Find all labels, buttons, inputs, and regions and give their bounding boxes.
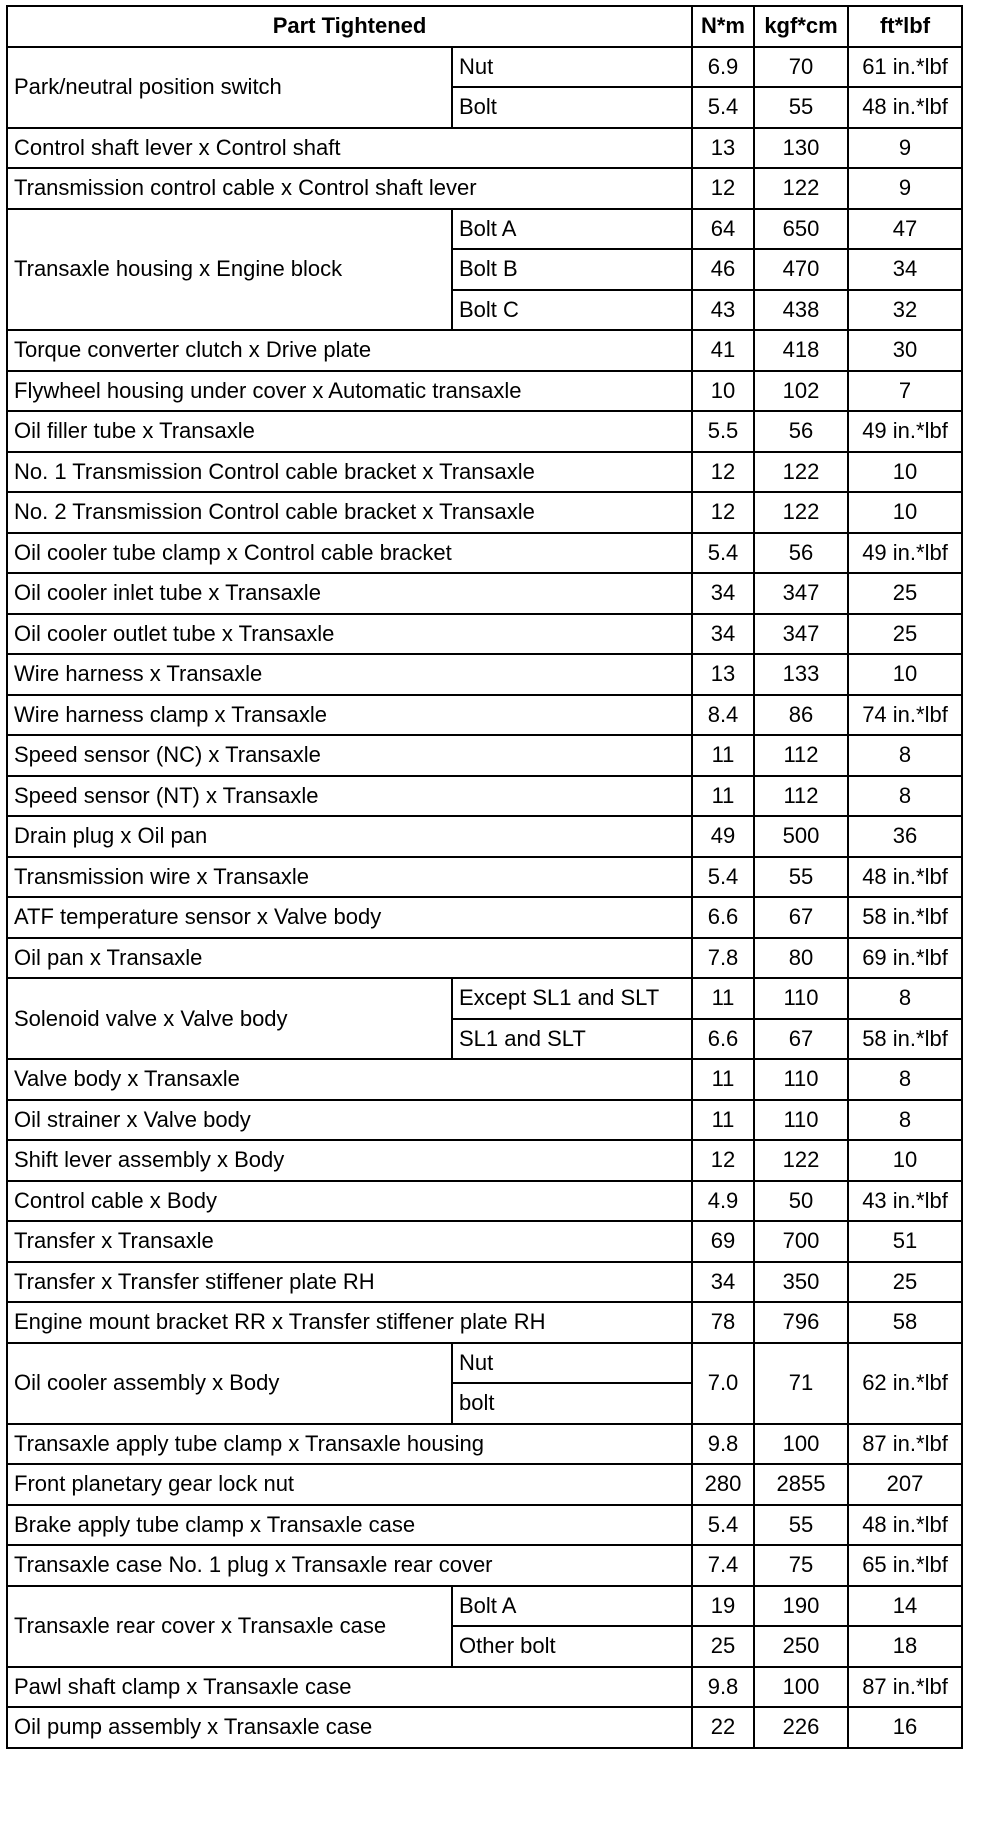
nm-cell: 19 — [692, 1586, 754, 1627]
nm-cell: 12 — [692, 452, 754, 493]
ft-lbf-cell: 9 — [848, 168, 962, 209]
kgf-cell: 700 — [754, 1221, 848, 1262]
kgf-cell: 110 — [754, 1100, 848, 1141]
header-kgf-cm: kgf*cm — [754, 6, 848, 47]
ft-lbf-cell: 87 in.*lbf — [848, 1424, 962, 1465]
ft-lbf-cell: 9 — [848, 128, 962, 169]
kgf-cell: 350 — [754, 1262, 848, 1303]
table-row — [7, 47, 962, 88]
nm-cell: 34 — [692, 1262, 754, 1303]
sub-part-cell: SL1 and SLT — [452, 1019, 692, 1060]
part-cell: Solenoid valve x Valve body — [7, 978, 452, 1059]
table-row — [7, 128, 962, 169]
table-row — [7, 168, 962, 209]
sub-part-cell: Bolt C — [452, 290, 692, 331]
table-row — [7, 1302, 962, 1343]
part-cell: Transmission wire x Transaxle — [7, 857, 692, 898]
part-cell: Oil cooler assembly x Body — [7, 1343, 452, 1424]
table-row — [7, 1262, 962, 1303]
part-cell: Transaxle housing x Engine block — [7, 209, 452, 331]
ft-lbf-cell: 8 — [848, 735, 962, 776]
kgf-cell: 75 — [754, 1545, 848, 1586]
table-row — [7, 1505, 962, 1546]
nm-cell: 5.5 — [692, 411, 754, 452]
nm-cell: 22 — [692, 1707, 754, 1748]
ft-lbf-cell: 10 — [848, 452, 962, 493]
part-cell: No. 1 Transmission Control cable bracket x Transaxle — [7, 452, 692, 493]
table-row — [7, 1100, 962, 1141]
table-row — [7, 1545, 962, 1586]
sub-part-cell: Bolt A — [452, 209, 692, 250]
nm-cell: 7.0 — [692, 1343, 754, 1424]
table-row — [7, 1343, 962, 1384]
part-cell: Transaxle rear cover x Transaxle case — [7, 1586, 452, 1667]
nm-cell: 8.4 — [692, 695, 754, 736]
part-cell: Speed sensor (NT) x Transaxle — [7, 776, 692, 817]
kgf-cell: 2855 — [754, 1464, 848, 1505]
kgf-cell: 80 — [754, 938, 848, 979]
kgf-cell: 796 — [754, 1302, 848, 1343]
ft-lbf-cell: 10 — [848, 1140, 962, 1181]
kgf-cell: 226 — [754, 1707, 848, 1748]
ft-lbf-cell: 61 in.*lbf — [848, 47, 962, 88]
table-row — [7, 695, 962, 736]
sub-part-cell: Bolt — [452, 87, 692, 128]
ft-lbf-cell: 74 in.*lbf — [848, 695, 962, 736]
part-cell: Front planetary gear lock nut — [7, 1464, 692, 1505]
ft-lbf-cell: 36 — [848, 816, 962, 857]
nm-cell: 9.8 — [692, 1424, 754, 1465]
kgf-cell: 55 — [754, 87, 848, 128]
ft-lbf-cell: 87 in.*lbf — [848, 1667, 962, 1708]
table-row — [7, 209, 962, 250]
kgf-cell: 56 — [754, 411, 848, 452]
nm-cell: 34 — [692, 573, 754, 614]
table-row — [7, 1707, 962, 1748]
part-cell: Wire harness x Transaxle — [7, 654, 692, 695]
kgf-cell: 418 — [754, 330, 848, 371]
table-row — [7, 533, 962, 574]
ft-lbf-cell: 62 in.*lbf — [848, 1343, 962, 1424]
ft-lbf-cell: 16 — [848, 1707, 962, 1748]
ft-lbf-cell: 65 in.*lbf — [848, 1545, 962, 1586]
part-cell: Transfer x Transfer stiffener plate RH — [7, 1262, 692, 1303]
ft-lbf-cell: 207 — [848, 1464, 962, 1505]
table-row — [7, 492, 962, 533]
ft-lbf-cell: 8 — [848, 1059, 962, 1100]
table-row — [7, 735, 962, 776]
kgf-cell: 650 — [754, 209, 848, 250]
ft-lbf-cell: 14 — [848, 1586, 962, 1627]
kgf-cell: 86 — [754, 695, 848, 736]
kgf-cell: 122 — [754, 452, 848, 493]
nm-cell: 11 — [692, 978, 754, 1019]
sub-part-cell: bolt — [452, 1383, 692, 1424]
part-cell: No. 2 Transmission Control cable bracket x Transaxle — [7, 492, 692, 533]
ft-lbf-cell: 34 — [848, 249, 962, 290]
kgf-cell: 470 — [754, 249, 848, 290]
ft-lbf-cell: 49 in.*lbf — [848, 411, 962, 452]
nm-cell: 49 — [692, 816, 754, 857]
sub-part-cell: Bolt A — [452, 1586, 692, 1627]
table-row — [7, 1464, 962, 1505]
nm-cell: 10 — [692, 371, 754, 412]
kgf-cell: 130 — [754, 128, 848, 169]
ft-lbf-cell: 48 in.*lbf — [848, 857, 962, 898]
nm-cell: 64 — [692, 209, 754, 250]
kgf-cell: 110 — [754, 1059, 848, 1100]
kgf-cell: 133 — [754, 654, 848, 695]
ft-lbf-cell: 51 — [848, 1221, 962, 1262]
ft-lbf-cell: 58 in.*lbf — [848, 897, 962, 938]
sub-part-cell: Except SL1 and SLT — [452, 978, 692, 1019]
torque-spec-table — [6, 5, 963, 1749]
part-cell: Oil pump assembly x Transaxle case — [7, 1707, 692, 1748]
nm-cell: 280 — [692, 1464, 754, 1505]
nm-cell: 11 — [692, 1059, 754, 1100]
ft-lbf-cell: 32 — [848, 290, 962, 331]
nm-cell: 5.4 — [692, 533, 754, 574]
nm-cell: 41 — [692, 330, 754, 371]
ft-lbf-cell: 49 in.*lbf — [848, 533, 962, 574]
kgf-cell: 347 — [754, 573, 848, 614]
part-cell: Oil cooler tube clamp x Control cable bracket — [7, 533, 692, 574]
table-row — [7, 1181, 962, 1222]
ft-lbf-cell: 58 in.*lbf — [848, 1019, 962, 1060]
kgf-cell: 500 — [754, 816, 848, 857]
nm-cell: 6.9 — [692, 47, 754, 88]
nm-cell: 78 — [692, 1302, 754, 1343]
header-nm: N*m — [692, 6, 754, 47]
table-row — [7, 1059, 962, 1100]
table-row — [7, 1586, 962, 1627]
table-row — [7, 857, 962, 898]
nm-cell: 69 — [692, 1221, 754, 1262]
ft-lbf-cell: 25 — [848, 614, 962, 655]
ft-lbf-cell: 58 — [848, 1302, 962, 1343]
nm-cell: 9.8 — [692, 1667, 754, 1708]
part-cell: Transaxle apply tube clamp x Transaxle housing — [7, 1424, 692, 1465]
table-row — [7, 1140, 962, 1181]
nm-cell: 12 — [692, 1140, 754, 1181]
ft-lbf-cell: 43 in.*lbf — [848, 1181, 962, 1222]
ft-lbf-cell: 8 — [848, 1100, 962, 1141]
nm-cell: 5.4 — [692, 87, 754, 128]
sub-part-cell: Nut — [452, 47, 692, 88]
nm-cell: 7.4 — [692, 1545, 754, 1586]
part-cell: ATF temperature sensor x Valve body — [7, 897, 692, 938]
nm-cell: 5.4 — [692, 1505, 754, 1546]
kgf-cell: 250 — [754, 1626, 848, 1667]
kgf-cell: 122 — [754, 1140, 848, 1181]
table-row — [7, 371, 962, 412]
kgf-cell: 347 — [754, 614, 848, 655]
kgf-cell: 50 — [754, 1181, 848, 1222]
table-row — [7, 573, 962, 614]
ft-lbf-cell: 30 — [848, 330, 962, 371]
kgf-cell: 110 — [754, 978, 848, 1019]
ft-lbf-cell: 18 — [848, 1626, 962, 1667]
table-row — [7, 816, 962, 857]
table-row — [7, 776, 962, 817]
part-cell: Brake apply tube clamp x Transaxle case — [7, 1505, 692, 1546]
table-row — [7, 411, 962, 452]
kgf-cell: 100 — [754, 1667, 848, 1708]
part-cell: Torque converter clutch x Drive plate — [7, 330, 692, 371]
nm-cell: 12 — [692, 492, 754, 533]
part-cell: Oil pan x Transaxle — [7, 938, 692, 979]
part-cell: Speed sensor (NC) x Transaxle — [7, 735, 692, 776]
sub-part-cell: Bolt B — [452, 249, 692, 290]
nm-cell: 5.4 — [692, 857, 754, 898]
kgf-cell: 100 — [754, 1424, 848, 1465]
part-cell: Oil filler tube x Transaxle — [7, 411, 692, 452]
nm-cell: 6.6 — [692, 897, 754, 938]
ft-lbf-cell: 7 — [848, 371, 962, 412]
part-cell: Oil cooler inlet tube x Transaxle — [7, 573, 692, 614]
table-row — [7, 614, 962, 655]
kgf-cell: 112 — [754, 776, 848, 817]
table-row — [7, 897, 962, 938]
part-cell: Oil cooler outlet tube x Transaxle — [7, 614, 692, 655]
ft-lbf-cell: 48 in.*lbf — [848, 1505, 962, 1546]
nm-cell: 46 — [692, 249, 754, 290]
table-row — [7, 654, 962, 695]
table-row — [7, 938, 962, 979]
sub-part-cell: Other bolt — [452, 1626, 692, 1667]
part-cell: Wire harness clamp x Transaxle — [7, 695, 692, 736]
nm-cell: 13 — [692, 128, 754, 169]
nm-cell: 11 — [692, 735, 754, 776]
part-cell: Engine mount bracket RR x Transfer stiffener plate RH — [7, 1302, 692, 1343]
nm-cell: 11 — [692, 776, 754, 817]
kgf-cell: 67 — [754, 1019, 848, 1060]
ft-lbf-cell: 48 in.*lbf — [848, 87, 962, 128]
part-cell: Transmission control cable x Control shaft lever — [7, 168, 692, 209]
part-cell: Park/neutral position switch — [7, 47, 452, 128]
nm-cell: 6.6 — [692, 1019, 754, 1060]
ft-lbf-cell: 69 in.*lbf — [848, 938, 962, 979]
kgf-cell: 112 — [754, 735, 848, 776]
nm-cell: 25 — [692, 1626, 754, 1667]
part-cell: Drain plug x Oil pan — [7, 816, 692, 857]
nm-cell: 43 — [692, 290, 754, 331]
part-cell: Pawl shaft clamp x Transaxle case — [7, 1667, 692, 1708]
kgf-cell: 190 — [754, 1586, 848, 1627]
kgf-cell: 55 — [754, 857, 848, 898]
part-cell: Flywheel housing under cover x Automatic transaxle — [7, 371, 692, 412]
kgf-cell: 71 — [754, 1343, 848, 1424]
ft-lbf-cell: 10 — [848, 654, 962, 695]
ft-lbf-cell: 8 — [848, 776, 962, 817]
nm-cell: 7.8 — [692, 938, 754, 979]
nm-cell: 13 — [692, 654, 754, 695]
kgf-cell: 55 — [754, 1505, 848, 1546]
nm-cell: 12 — [692, 168, 754, 209]
nm-cell: 34 — [692, 614, 754, 655]
table-row — [7, 978, 962, 1019]
kgf-cell: 67 — [754, 897, 848, 938]
table-row — [7, 452, 962, 493]
ft-lbf-cell: 47 — [848, 209, 962, 250]
kgf-cell: 70 — [754, 47, 848, 88]
part-cell: Control cable x Body — [7, 1181, 692, 1222]
nm-cell: 11 — [692, 1100, 754, 1141]
table-row — [7, 1221, 962, 1262]
sub-part-cell: Nut — [452, 1343, 692, 1384]
kgf-cell: 56 — [754, 533, 848, 574]
kgf-cell: 438 — [754, 290, 848, 331]
kgf-cell: 102 — [754, 371, 848, 412]
table-row — [7, 1667, 962, 1708]
header-part-tightened: Part Tightened — [7, 6, 692, 47]
table-row — [7, 330, 962, 371]
part-cell: Transaxle case No. 1 plug x Transaxle rear cover — [7, 1545, 692, 1586]
kgf-cell: 122 — [754, 492, 848, 533]
nm-cell: 4.9 — [692, 1181, 754, 1222]
header-ft-lbf: ft*lbf — [848, 6, 962, 47]
header-row — [7, 6, 962, 47]
part-cell: Oil strainer x Valve body — [7, 1100, 692, 1141]
ft-lbf-cell: 10 — [848, 492, 962, 533]
part-cell: Transfer x Transaxle — [7, 1221, 692, 1262]
ft-lbf-cell: 25 — [848, 1262, 962, 1303]
ft-lbf-cell: 25 — [848, 573, 962, 614]
part-cell: Control shaft lever x Control shaft — [7, 128, 692, 169]
kgf-cell: 122 — [754, 168, 848, 209]
ft-lbf-cell: 8 — [848, 978, 962, 1019]
part-cell: Shift lever assembly x Body — [7, 1140, 692, 1181]
table-row — [7, 1424, 962, 1465]
part-cell: Valve body x Transaxle — [7, 1059, 692, 1100]
